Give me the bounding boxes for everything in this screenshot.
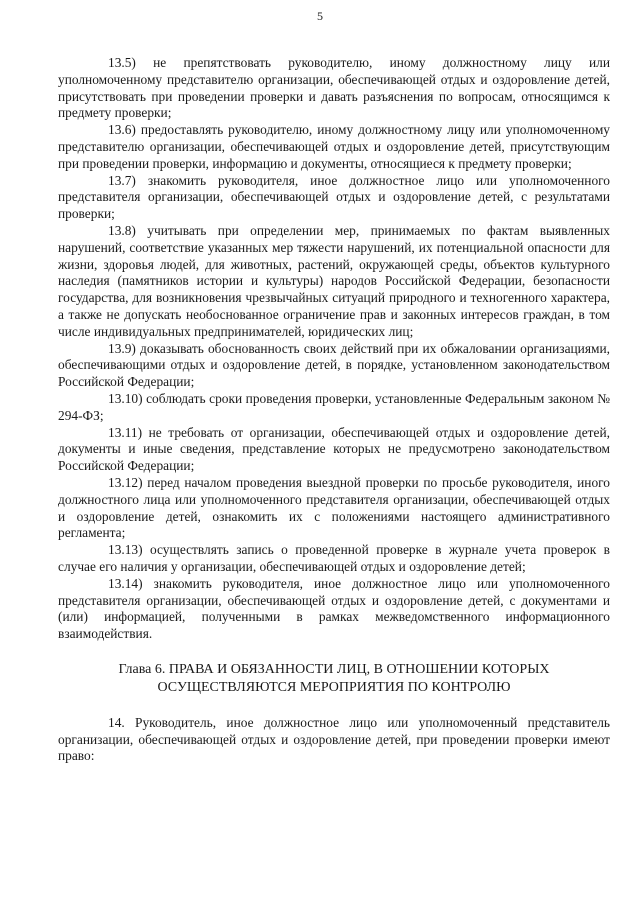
chapter-heading-line-1: Глава 6. ПРАВА И ОБЯЗАННОСТИ ЛИЦ, В ОТНОШЕНИИ КОТОРЫХ: [118, 661, 550, 677]
chapter-heading: [58, 661, 610, 697]
paragraph-14: 14. Руководитель, иное должностное лицо или уполномоченный представитель организации, обеспечивающей отдых и оздоровление детей, при проведении проверки имеют право:: [58, 714, 610, 764]
paragraph-13-8: 13.8) учитывать при определении мер, принимаемых по фактам выявленных нарушений, соответствие указанных мер тяжести нарушений, их потенциальной опасности для жизни, здоровья людей, для животных, растений, окружающей среды, объектов культурного наследия (памятников истории и культуры) народов Российской Федерации, безопасности государства, для возникновения чрезвычайных ситуаций природного и техногенного характера, а также не допускать необоснованное ограничение прав и законных интересов граждан, в том числе индивидуальных предпринимателей, юридических лиц;: [58, 222, 610, 339]
paragraph-13-12: 13.12) перед началом проведения выездной проверки по просьбе руководителя, иного должностного лица или уполномоченного представителя организации, обеспечивающей отдых и оздоровление детей, ознакомить их с положениями настоящего административного регламента;: [58, 474, 610, 541]
paragraph-13-5: 13.5) не препятствовать руководителю, иному должностному лицу или уполномоченному представителю организации, обеспечивающей отдых и оздоровление детей, присутствовать при проведении проверки и давать разъяснения по вопросам, относящимся к предмету проверки;: [58, 55, 610, 121]
paragraph-13-10: 13.10) соблюдать сроки проведения проверки, установленные Федеральным законом № 294-ФЗ;: [58, 390, 610, 423]
document-body: [58, 55, 610, 765]
paragraph-13-7: 13.7) знакомить руководителя, иное должностное лицо или уполномоченного представителя организации, обеспечивающей отдых и оздоровление детей, с результатами проверки;: [58, 172, 610, 222]
paragraph-13-11: 13.11) не требовать от организации, обеспечивающей отдых и оздоровление детей, документы и иные сведения, представление которых не предусмотрено законодательством Российской Федерации;: [58, 424, 610, 474]
paragraph-13-14: 13.14) знакомить руководителя, иное должностное лицо или уполномоченного представителя организации, обеспечивающей отдых и оздоровление детей, с документами и (или) информацией, полученными в рамках межведомственного информационного взаимодействия.: [58, 575, 610, 642]
paragraph-13-6: 13.6) предоставлять руководителю, иному должностному лицу или уполномоченному представителю организации, обеспечивающей отдых и оздоровление детей, присутствующим при проведении проверки, информацию и документы, относящиеся к предмету проверки;: [58, 122, 610, 171]
page-number: 5: [317, 9, 323, 23]
paragraph-13-13: 13.13) осуществлять запись о проведенной проверке в журнале учета проверок в случае его наличия у организации, обеспечивающей отдых и оздоровление детей;: [58, 542, 610, 574]
paragraph-13-9: 13.9) доказывать обоснованность своих действий при их обжаловании организациями, обеспечивающими отдых и оздоровление детей, в порядке, установленном законодательством Российской Федерации;: [58, 340, 610, 390]
chapter-heading-line-2: ОСУЩЕСТВЛЯЮТСЯ МЕРОПРИЯТИЯ ПО КОНТРОЛЮ: [157, 679, 511, 695]
